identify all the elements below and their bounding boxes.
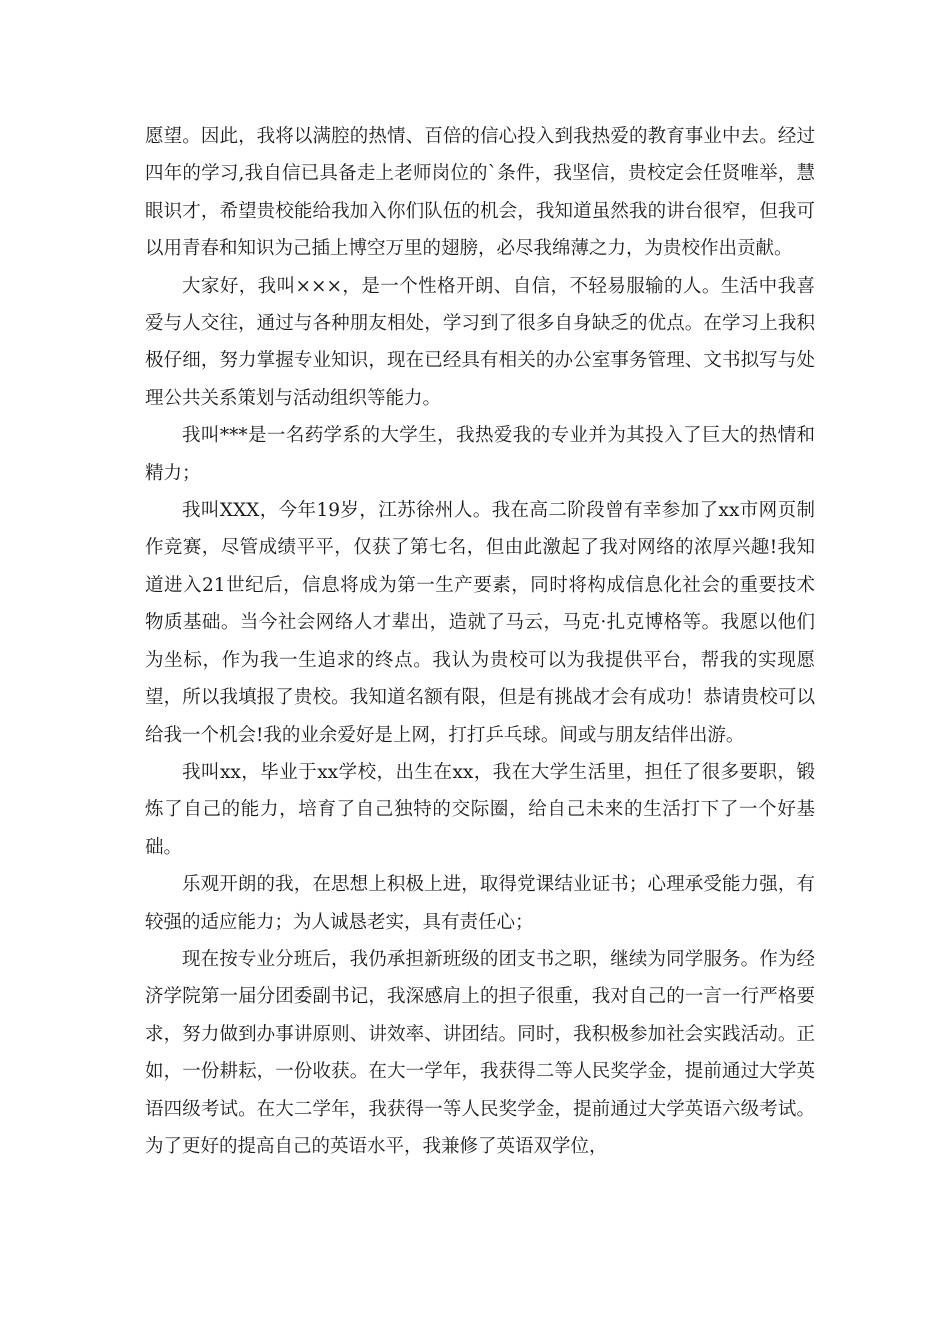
paragraph-2: 大家好，我叫×××，是一个性格开朗、自信，不轻易服输的人。生活中我喜爱与人交往，通过与各种朋友相处，学习到了很多自身缺乏的优点。在学习上我积极仔细，努力掌握专业知识，现在已经具有相关的办公室事务管理、文书拟写与处理公共关系策划与活动组织等能力。 [145, 275, 815, 409]
paragraph-7: 现在按专业分班后，我仍承担新班级的团支书之职，继续为同学服务。作为经济学院第一届分团委副书记，我深感肩上的担子很重，我对自己的一言一行严格要求，努力做到办事讲原则、讲效率、讲团结。同时，我积极参加社会实践活动。正如，一份耕耘，一份收获。在大一学年，我获得二等人民奖学金，提前通过大学英语四级考试。在大二学年，我获得一等人民奖学金，提前通过大学英语六级考试。为了更好的提高自己的英语水平，我兼修了英语双学位， [145, 948, 815, 1157]
paragraph-3: 我叫***是一名药学系的大学生，我热爱我的专业并为其投入了巨大的热情和精力； [145, 425, 815, 484]
document-body [145, 118, 815, 1165]
paragraph-1: 愿望。因此，我将以满腔的热情、百倍的信心投入到我热爱的教育事业中去。经过四年的学习,我自信已具备走上老师岗位的`条件，我坚信，贵校定会任贤唯举，慧眼识才，希望贵校能给我加入你们队伍的机会，我知道虽然我的讲台很窄，但我可以用青春和知识为己插上博空万里的翅膀，必尽我绵薄之力，为贵校作出贡献。 [145, 126, 815, 260]
paragraph-5: 我叫xx，毕业于xx学校，出生在xx，我在大学生活里，担任了很多要职，锻炼了自己的能力，培育了自己独特的交际圈，给自己未来的生活打下了一个好基础。 [145, 761, 815, 858]
paragraph-6: 乐观开朗的我，在思想上积极上进，取得党课结业证书；心理承受能力强，有较强的适应能力；为人诚恳老实，具有责任心； [145, 874, 815, 933]
paragraph-4: 我叫XXX，今年19岁，江苏徐州人。我在高二阶段曾有幸参加了xx市网页制作竞赛，尽管成绩平平，仅获了第七名，但由此激起了我对网络的浓厚兴趣!我知道进入21世纪后，信息将成为第一生产要素，同时将构成信息化社会的重要技术物质基础。当今社会网络人才辈出，造就了马云，马克·扎克博格等。我愿以他们为坐标，作为我一生追求的终点。我认为贵校可以为我提供平台，帮我的实现愿望，所以我填报了贵校。我知道名额有限，但是有挑战才会有成功！恭请贵校可以给我一个机会!我的业余爱好是上网，打打乒乓球。间或与朋友结伴出游。 [145, 500, 815, 746]
